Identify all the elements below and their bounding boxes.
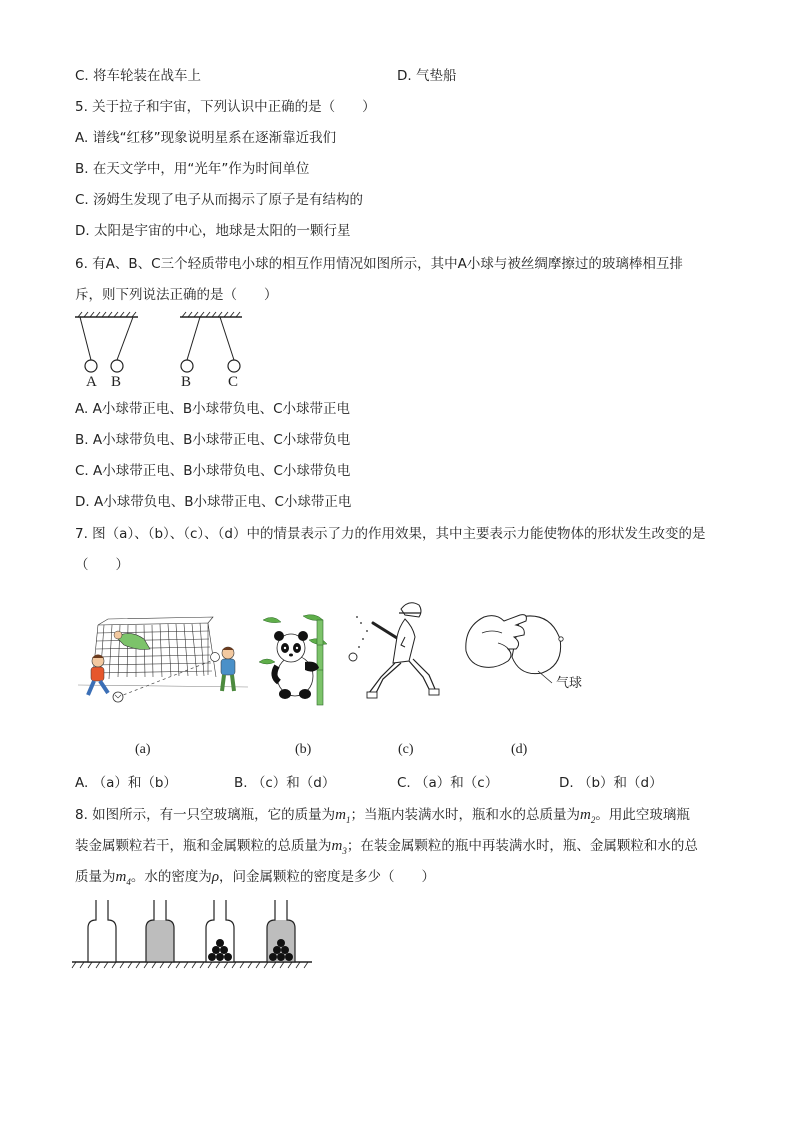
q8-stem-line1	[75, 806, 690, 829]
q7-option-b[interactable]: B. （c）和（d）	[234, 775, 336, 791]
ball-b-left	[111, 360, 123, 372]
var-m2-sub: 2	[590, 815, 596, 825]
q8-text-5: ；在装金属颗粒的瓶中再装满水时，瓶、金属颗粒和水的总	[346, 838, 698, 854]
var-m4-sub: 4	[126, 877, 131, 887]
q5-option-c[interactable]: C. 汤姆生发现了电子从而揭示了原子是有结构的	[75, 192, 364, 208]
var-m3-sub: 3	[342, 846, 347, 856]
var-m4	[116, 869, 131, 885]
var-m2-letter: m	[580, 807, 591, 823]
q8-text-6: 质量为	[75, 869, 116, 885]
caption-a: (a)	[135, 742, 151, 757]
label-c: C	[228, 374, 239, 390]
q5-stem: 5. 关于拉子和宇宙，下列认识中正确的是（ ）	[75, 99, 376, 115]
q6-option-c[interactable]: C. A小球带正电、B小球带负电、C小球带负电	[75, 463, 351, 479]
var-m3	[332, 838, 347, 854]
q8-text-2: ；当瓶内装满水时，瓶和水的总质量为	[350, 807, 581, 823]
q7-stem-line1: 7. 图（a）、（b）、（c）、（d）中的情景表示了力的作用效果，其中主要表示力能使物体的形状发生改变的是	[75, 526, 706, 542]
caption-d: (d)	[511, 742, 528, 757]
q6-pendulum-figure	[70, 310, 250, 390]
balloon-label: 气球	[556, 676, 583, 691]
q6-option-a[interactable]: A. A小球带正电、B小球带负电、C小球带正电	[75, 401, 351, 417]
q7-option-a[interactable]: A. （a）和（b）	[75, 775, 177, 791]
var-m4-letter: m	[115, 869, 127, 885]
q8-text-8: ，问金属颗粒的密度是多少（ ）	[219, 869, 436, 885]
q8-text-3: 。用此空玻璃瓶	[595, 807, 690, 823]
q6-stem-line1: 6. 有A、B、C三个轻质带电小球的相互作用情况如图所示，其中A小球与被丝绸摩擦过的玻璃棒相互排	[75, 256, 683, 272]
q7-figure-a-soccer	[78, 615, 248, 710]
label-a: A	[86, 374, 97, 390]
q8-bottles-figure	[72, 898, 317, 970]
q7-option-c[interactable]: C. （a）和（c）	[397, 775, 499, 791]
var-m1	[335, 807, 350, 823]
q7-figure-c-baseball	[343, 597, 448, 707]
var-m2	[580, 807, 595, 823]
q6-stem-line2: 斥，则下列说法正确的是（ ）	[75, 287, 278, 303]
q7-stem-line2: （ ）	[75, 557, 129, 573]
ball-a	[85, 360, 97, 372]
var-m1-sub: 1	[346, 815, 351, 825]
q8-text-4: 装金属颗粒若干，瓶和金属颗粒的总质量为	[75, 838, 332, 854]
q8-text-1: 8. 如图所示，有一只空玻璃瓶，它的质量为	[75, 807, 336, 823]
label-b-right: B	[181, 374, 192, 390]
q8-stem-line2	[75, 837, 698, 860]
var-m1-letter: m	[335, 807, 347, 823]
q4-option-c[interactable]: C. 将车轮装在战车上	[75, 68, 202, 84]
q8-stem-line3	[75, 868, 435, 891]
ball-c	[228, 360, 240, 372]
caption-c: (c)	[398, 742, 414, 757]
ball-b-right	[181, 360, 193, 372]
q5-option-a[interactable]: A. 谱线“红移”现象说明星系在逐渐靠近我们	[75, 130, 337, 146]
q6-option-b[interactable]: B. A小球带负电、B小球带正电、C小球带负电	[75, 432, 351, 448]
var-rho: ρ	[211, 869, 220, 885]
caption-b: (b)	[295, 742, 312, 757]
q7-figure-b-panda	[255, 610, 330, 710]
q5-option-d[interactable]: D. 太阳是宇宙的中心，地球是太阳的一颗行星	[75, 223, 351, 239]
q7-option-d[interactable]: D. （b）和（d）	[559, 775, 663, 791]
label-b-left: B	[111, 374, 122, 390]
q6-option-d[interactable]: D. A小球带负电、B小球带正电、C小球带正电	[75, 494, 352, 510]
var-m3-letter: m	[331, 838, 343, 854]
q8-text-7: 。水的密度为	[130, 869, 212, 885]
q5-option-b[interactable]: B. 在天文学中，用“光年”作为时间单位	[75, 161, 310, 177]
q4-option-d[interactable]: D. 气垫船	[397, 68, 457, 84]
